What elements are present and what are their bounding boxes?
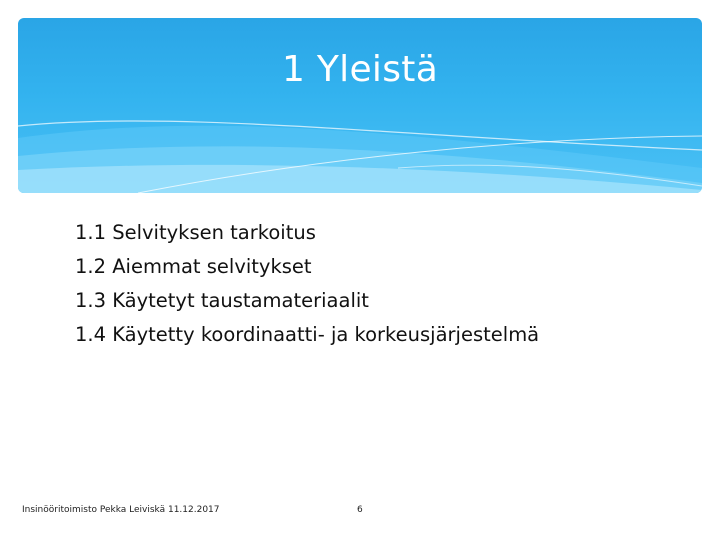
content-list [75, 216, 539, 352]
list-item: 1.4 Käytetty koordinaatti- ja korkeusjärjestelmä [75, 323, 540, 346]
list-item: 1.1 Selvityksen tarkoitus [75, 221, 316, 244]
list-item: 1.2 Aiemmat selvitykset [75, 255, 312, 278]
slide-title: 1 Yleistä [281, 49, 439, 90]
header-banner [18, 18, 702, 193]
wave-decoration [18, 18, 702, 193]
page-number: 6 [357, 505, 363, 515]
list-item: 1.3 Käytetyt taustamateriaalit [75, 289, 369, 312]
footer-author: Insinööritoimisto Pekka Leiviskä 11.12.2017 [22, 505, 220, 515]
